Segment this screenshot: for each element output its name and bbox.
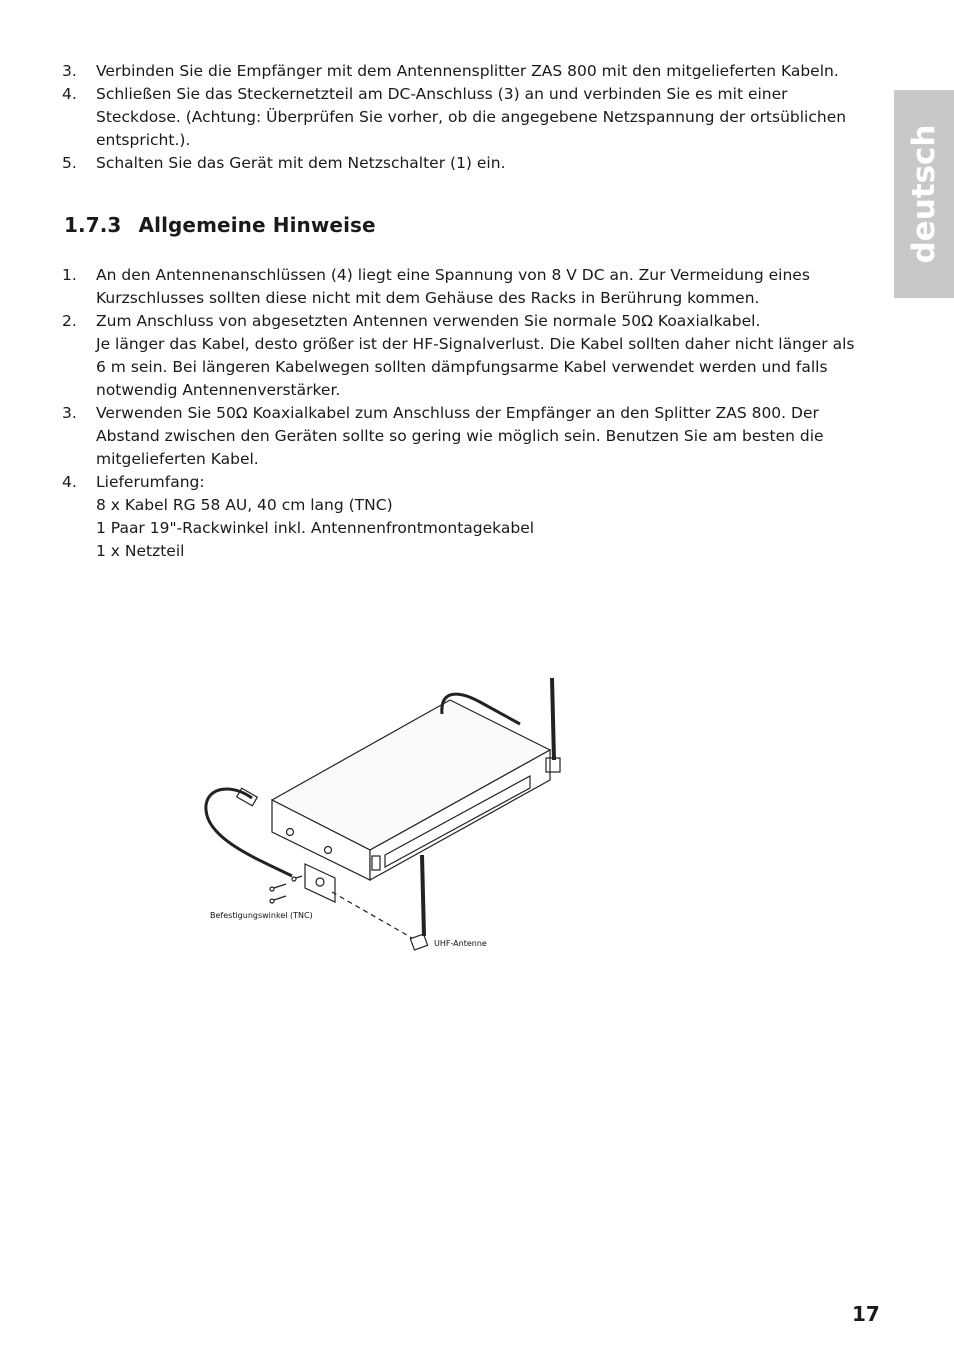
list-item-text: Lieferumfang: [96, 473, 205, 491]
list-item [62, 471, 862, 563]
list-item-text: entspricht.). [96, 131, 191, 149]
list-item-text: Schalten Sie das Gerät mit dem Netzschalter (1) ein. [96, 154, 506, 172]
section-number: 1.7.3 [64, 213, 122, 237]
list-item [62, 152, 862, 175]
list-item-text: mitgelieferten Kabel. [96, 450, 259, 468]
mounting-bracket [305, 864, 335, 902]
list-item-number: 5. [62, 154, 77, 172]
list-item-text: Zum Anschluss von abgesetzten Antennen verwenden Sie normale 50Ω Koaxialkabel. [96, 312, 761, 330]
antenna-uhf [410, 855, 427, 950]
list-item-text: Kurzschlusses sollten diese nicht mit dem Gehäuse des Racks in Berührung kommen. [96, 289, 760, 307]
section-heading [64, 213, 376, 237]
list-item-text: Je länger das Kabel, desto größer ist der HF-Signalverlust. Die Kabel sollten daher nicht länger als [96, 335, 855, 353]
list-item-number: 1. [62, 266, 77, 284]
list-item-text: 6 m sein. Bei längeren Kabelwegen sollten dämpfungsarme Kabel verwendet werden und falls [96, 358, 828, 376]
list-item-number: 2. [62, 312, 77, 330]
rack-device-drawing [190, 660, 590, 970]
screws [270, 876, 302, 903]
language-tab-label: deutsch [906, 124, 942, 264]
list-item-number: 4. [62, 473, 77, 491]
list-item [62, 264, 862, 310]
list-item-text: Abstand zwischen den Geräten sollte so gering wie möglich sein. Benutzen Sie am besten die [96, 427, 824, 445]
list-item-text: Steckdose. (Achtung: Überprüfen Sie vorher, ob die angegebene Netzspannung der ortsüblichen [96, 108, 847, 126]
list-item-text: 1 x Netzteil [96, 542, 185, 560]
list-item [62, 310, 862, 402]
list-item-number: 4. [62, 85, 77, 103]
list-item-text: 1 Paar 19"-Rackwinkel inkl. Antennenfrontmontagekabel [96, 519, 535, 537]
language-tab [894, 90, 954, 298]
list-item-text: Verwenden Sie 50Ω Koaxialkabel zum Anschluss der Empfänger an den Splitter ZAS 800. Der [96, 404, 819, 422]
list-item [62, 83, 862, 152]
list-item-text: 8 x Kabel RG 58 AU, 40 cm lang (TNC) [96, 496, 393, 514]
page-number: 17 [852, 1302, 880, 1326]
list-item-text: Schließen Sie das Steckernetzteil am DC-Anschluss (3) an und verbinden Sie es mit einer [96, 85, 788, 103]
section-title: Allgemeine Hinweise [138, 213, 376, 237]
list-item-number: 3. [62, 404, 77, 422]
list-item-text: An den Antennenanschlüssen (4) liegt eine Spannung von 8 V DC an. Zur Vermeidung eines [96, 266, 810, 284]
bracket-label: Befestigungswinkel (TNC) [210, 911, 313, 920]
list-item-text: Verbinden Sie die Empfänger mit dem Antennensplitter ZAS 800 mit den mitgelieferten Kabeln. [96, 62, 839, 80]
alignment-line [332, 892, 412, 938]
list-item-number: 3. [62, 62, 77, 80]
device-illustration [190, 660, 590, 970]
instruction-list [62, 60, 862, 175]
antenna-label: UHF-Antenne [434, 939, 487, 948]
antenna-rear [546, 678, 560, 772]
list-item [62, 402, 862, 471]
list-item-text: notwendig Antennenverstärker. [96, 381, 341, 399]
hints-list [62, 264, 862, 563]
list-item [62, 60, 862, 83]
cable-plug [237, 788, 258, 806]
